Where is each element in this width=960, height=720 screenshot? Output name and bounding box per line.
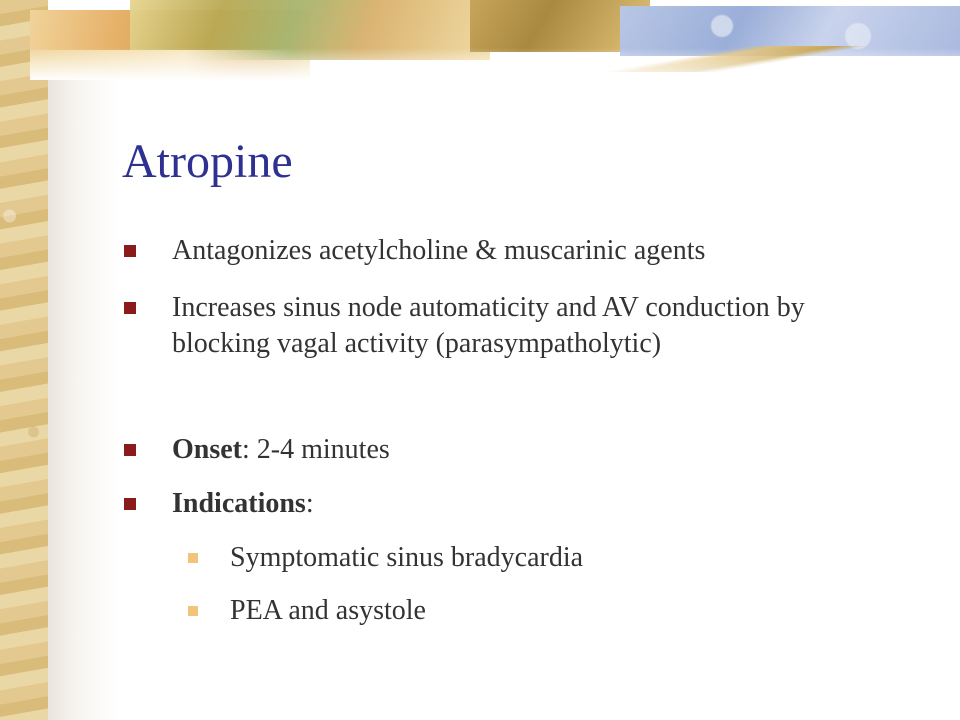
bullet-text: [172, 432, 844, 468]
bullet-bold-label: Onset: [172, 434, 242, 465]
bullet-text: Increases sinus node automaticity and AV conduction by blocking vagal activity (parasympatholytic): [172, 292, 805, 359]
bullet-value: : 2-4 minutes: [242, 434, 390, 465]
bullet-item: [124, 432, 844, 468]
square-sub-bullet-icon: [188, 553, 198, 563]
square-bullet-icon: [124, 498, 136, 510]
bullet-item: [124, 233, 844, 269]
sub-bullet-text: PEA and asystole: [230, 595, 426, 626]
square-bullet-icon: [124, 444, 136, 456]
sub-bullet-text: Symptomatic sinus bradycardia: [230, 542, 584, 573]
sub-bullet-item: [188, 593, 828, 629]
slide-title: Atropine: [122, 135, 293, 188]
bullet-text: [172, 486, 844, 522]
bullet-text: Antagonizes acetylcholine & muscarinic agents: [172, 235, 706, 266]
square-bullet-icon: [124, 245, 136, 257]
bullet-bold-label: Indications: [172, 488, 306, 519]
square-sub-bullet-icon: [188, 606, 198, 616]
bullet-item: [124, 486, 844, 522]
sub-bullet-item: [188, 540, 828, 576]
bullet-value: :: [305, 488, 314, 519]
bullet-item: [124, 290, 844, 361]
square-bullet-icon: [124, 302, 136, 314]
